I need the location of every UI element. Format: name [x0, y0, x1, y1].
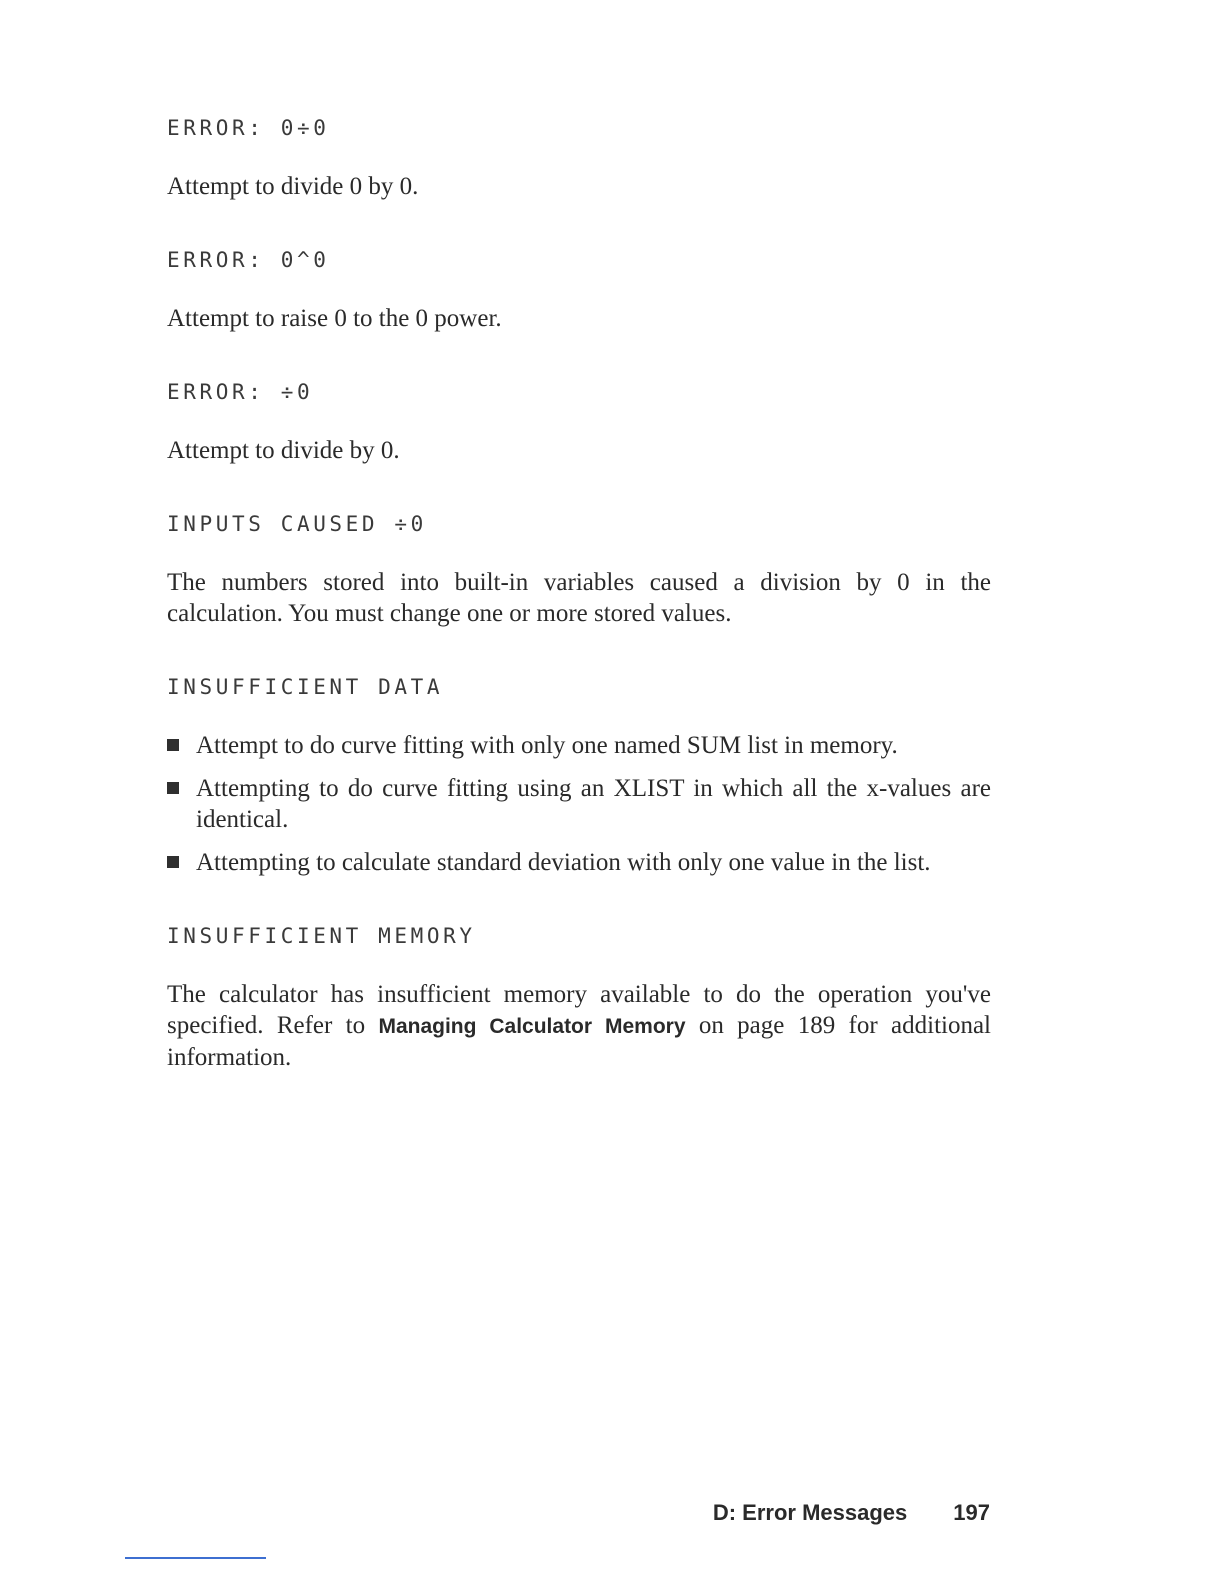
footer-section-title: D: Error Messages	[712, 1500, 908, 1525]
error-code: INPUTS CAUSED ÷0	[167, 512, 427, 536]
error-description	[167, 979, 991, 1073]
error-entry-inputs-caused-div-0	[167, 504, 991, 629]
cause-list	[167, 730, 991, 878]
error-description: Attempt to raise 0 to the 0 power.	[167, 305, 502, 332]
error-code: INSUFFICIENT DATA	[167, 675, 444, 699]
list-item-text: Attempting to do curve fitting using an XLIST in which all the x-values are identical.	[196, 775, 991, 833]
error-description: Attempt to divide 0 by 0.	[167, 173, 419, 200]
document-page	[167, 108, 991, 1073]
cross-reference-link: Managing Calculator Memory	[378, 1015, 686, 1038]
page-footer	[713, 1500, 990, 1526]
error-description: Attempt to divide by 0.	[167, 437, 400, 464]
error-entry-div-0	[167, 372, 991, 466]
error-entry-insufficient-memory	[167, 916, 991, 1073]
error-code: ERROR: 0^0	[167, 248, 330, 272]
description-text: on page 189 for additional information.	[167, 1012, 991, 1071]
error-entry-0-pow-0	[167, 240, 991, 334]
error-entry-insufficient-data	[167, 667, 991, 878]
list-item	[167, 847, 991, 878]
square-bullet-icon	[167, 782, 179, 794]
list-item	[167, 730, 991, 761]
error-code: ERROR: ÷0	[167, 380, 314, 404]
error-entry-0-div-0	[167, 108, 991, 202]
square-bullet-icon	[167, 856, 179, 868]
list-item-text: Attempt to do curve fitting with only one named SUM list in memory.	[196, 732, 898, 759]
square-bullet-icon	[167, 739, 179, 751]
page-number: 197	[953, 1500, 990, 1525]
list-item-text: Attempting to calculate standard deviation with only one value in the list.	[196, 849, 931, 876]
error-code: ERROR: 0÷0	[167, 116, 330, 140]
error-description: The numbers stored into built-in variables caused a division by 0 in the calculation. You must change one or more stored values.	[167, 569, 991, 627]
description-text: The calculator has insufficient memory available to do the operation you've specified. Refer to	[167, 981, 991, 1039]
bottom-rule	[125, 1557, 266, 1559]
error-code: INSUFFICIENT MEMORY	[167, 924, 476, 948]
list-item	[167, 773, 991, 835]
